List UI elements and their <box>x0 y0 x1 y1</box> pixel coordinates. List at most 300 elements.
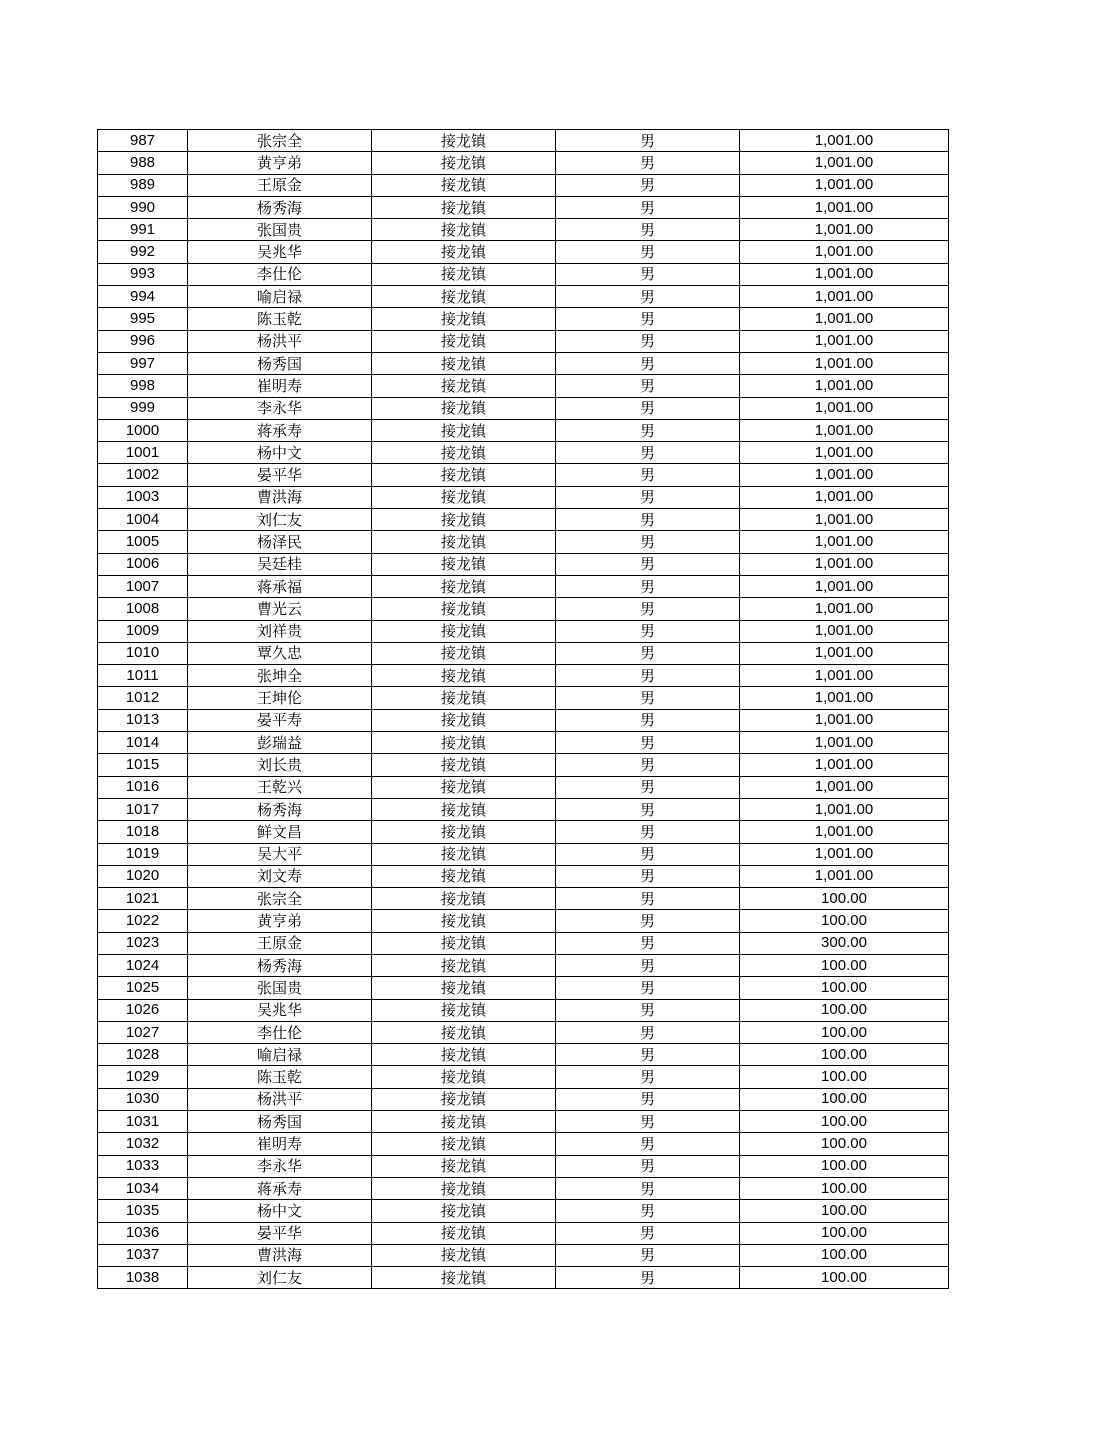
amount-cell: 1,001.00 <box>740 397 949 419</box>
town-cell: 接龙镇 <box>372 1155 556 1177</box>
gender-cell: 男 <box>556 464 740 486</box>
town-cell: 接龙镇 <box>372 821 556 843</box>
table-row <box>98 1267 949 1289</box>
table-row <box>98 286 949 308</box>
town-cell: 接龙镇 <box>372 1267 556 1289</box>
table-row <box>98 732 949 754</box>
name-cell: 黄亨弟 <box>188 910 372 932</box>
town-cell: 接龙镇 <box>372 397 556 419</box>
amount-cell: 1,001.00 <box>740 531 949 553</box>
gender-cell: 男 <box>556 397 740 419</box>
name-cell: 刘长贵 <box>188 754 372 776</box>
name-cell: 晏平华 <box>188 464 372 486</box>
amount-cell: 1,001.00 <box>740 709 949 731</box>
amount-cell: 100.00 <box>740 1222 949 1244</box>
amount-cell: 100.00 <box>740 1133 949 1155</box>
town-cell: 接龙镇 <box>372 241 556 263</box>
town-cell: 接龙镇 <box>372 642 556 664</box>
town-cell: 接龙镇 <box>372 687 556 709</box>
table-row <box>98 330 949 352</box>
amount-cell: 1,001.00 <box>740 286 949 308</box>
name-cell: 张宗全 <box>188 130 372 152</box>
name-cell: 杨秀国 <box>188 352 372 374</box>
town-cell: 接龙镇 <box>372 130 556 152</box>
name-cell: 吴兆华 <box>188 999 372 1021</box>
gender-cell: 男 <box>556 1088 740 1110</box>
town-cell: 接龙镇 <box>372 419 556 441</box>
town-cell: 接龙镇 <box>372 798 556 820</box>
town-cell: 接龙镇 <box>372 486 556 508</box>
town-cell: 接龙镇 <box>372 1244 556 1266</box>
name-cell: 覃久忠 <box>188 642 372 664</box>
amount-cell: 1,001.00 <box>740 754 949 776</box>
town-cell: 接龙镇 <box>372 709 556 731</box>
town-cell: 接龙镇 <box>372 910 556 932</box>
gender-cell: 男 <box>556 531 740 553</box>
town-cell: 接龙镇 <box>372 464 556 486</box>
row-number-cell: 1013 <box>98 709 188 731</box>
town-cell: 接龙镇 <box>372 1066 556 1088</box>
row-number-cell: 1037 <box>98 1244 188 1266</box>
name-cell: 曹光云 <box>188 598 372 620</box>
town-cell: 接龙镇 <box>372 1088 556 1110</box>
town-cell: 接龙镇 <box>372 754 556 776</box>
amount-cell: 1,001.00 <box>740 821 949 843</box>
row-number-cell: 1003 <box>98 486 188 508</box>
row-number-cell: 1026 <box>98 999 188 1021</box>
amount-cell: 100.00 <box>740 977 949 999</box>
amount-cell: 1,001.00 <box>740 174 949 196</box>
town-cell: 接龙镇 <box>372 1177 556 1199</box>
amount-cell: 1,001.00 <box>740 776 949 798</box>
amount-cell: 100.00 <box>740 1088 949 1110</box>
amount-cell: 1,001.00 <box>740 196 949 218</box>
name-cell: 鲜文昌 <box>188 821 372 843</box>
row-number-cell: 1025 <box>98 977 188 999</box>
row-number-cell: 995 <box>98 308 188 330</box>
row-number-cell: 1038 <box>98 1267 188 1289</box>
amount-cell: 1,001.00 <box>740 798 949 820</box>
table-row <box>98 954 949 976</box>
amount-cell: 1,001.00 <box>740 219 949 241</box>
town-cell: 接龙镇 <box>372 1200 556 1222</box>
gender-cell: 男 <box>556 1200 740 1222</box>
table-row <box>98 932 949 954</box>
amount-cell: 100.00 <box>740 910 949 932</box>
row-number-cell: 1006 <box>98 553 188 575</box>
town-cell: 接龙镇 <box>372 776 556 798</box>
town-cell: 接龙镇 <box>372 531 556 553</box>
gender-cell: 男 <box>556 486 740 508</box>
amount-cell: 1,001.00 <box>740 419 949 441</box>
row-number-cell: 1002 <box>98 464 188 486</box>
data-table <box>97 129 949 1289</box>
name-cell: 王乾兴 <box>188 776 372 798</box>
row-number-cell: 993 <box>98 263 188 285</box>
gender-cell: 男 <box>556 1066 740 1088</box>
name-cell: 陈玉乾 <box>188 308 372 330</box>
row-number-cell: 998 <box>98 375 188 397</box>
row-number-cell: 1027 <box>98 1021 188 1043</box>
table-row <box>98 709 949 731</box>
amount-cell: 1,001.00 <box>740 352 949 374</box>
table-row <box>98 419 949 441</box>
gender-cell: 男 <box>556 219 740 241</box>
town-cell: 接龙镇 <box>372 553 556 575</box>
amount-cell: 1,001.00 <box>740 486 949 508</box>
row-number-cell: 1005 <box>98 531 188 553</box>
amount-cell: 1,001.00 <box>740 330 949 352</box>
town-cell: 接龙镇 <box>372 196 556 218</box>
gender-cell: 男 <box>556 330 740 352</box>
table-row <box>98 798 949 820</box>
table-row <box>98 977 949 999</box>
row-number-cell: 1031 <box>98 1111 188 1133</box>
name-cell: 王原金 <box>188 174 372 196</box>
amount-cell: 1,001.00 <box>740 732 949 754</box>
table-row <box>98 375 949 397</box>
table-row <box>98 464 949 486</box>
table-row <box>98 620 949 642</box>
name-cell: 杨中文 <box>188 1200 372 1222</box>
town-cell: 接龙镇 <box>372 732 556 754</box>
amount-cell: 1,001.00 <box>740 575 949 597</box>
amount-cell: 100.00 <box>740 1155 949 1177</box>
row-number-cell: 1029 <box>98 1066 188 1088</box>
town-cell: 接龙镇 <box>372 999 556 1021</box>
row-number-cell: 988 <box>98 152 188 174</box>
gender-cell: 男 <box>556 442 740 464</box>
table-row <box>98 843 949 865</box>
name-cell: 晏平寿 <box>188 709 372 731</box>
gender-cell: 男 <box>556 130 740 152</box>
table-row <box>98 486 949 508</box>
town-cell: 接龙镇 <box>372 888 556 910</box>
row-number-cell: 1035 <box>98 1200 188 1222</box>
gender-cell: 男 <box>556 375 740 397</box>
amount-cell: 1,001.00 <box>740 263 949 285</box>
row-number-cell: 1001 <box>98 442 188 464</box>
name-cell: 刘仁友 <box>188 1267 372 1289</box>
gender-cell: 男 <box>556 1133 740 1155</box>
name-cell: 李永华 <box>188 397 372 419</box>
name-cell: 刘仁友 <box>188 509 372 531</box>
row-number-cell: 1012 <box>98 687 188 709</box>
amount-cell: 100.00 <box>740 1111 949 1133</box>
town-cell: 接龙镇 <box>372 932 556 954</box>
table-row <box>98 442 949 464</box>
table-row <box>98 509 949 531</box>
gender-cell: 男 <box>556 665 740 687</box>
row-number-cell: 994 <box>98 286 188 308</box>
row-number-cell: 1024 <box>98 954 188 976</box>
town-cell: 接龙镇 <box>372 263 556 285</box>
table-row <box>98 397 949 419</box>
town-cell: 接龙镇 <box>372 843 556 865</box>
row-number-cell: 991 <box>98 219 188 241</box>
name-cell: 杨洪平 <box>188 330 372 352</box>
row-number-cell: 1023 <box>98 932 188 954</box>
table-row <box>98 1021 949 1043</box>
town-cell: 接龙镇 <box>372 1021 556 1043</box>
town-cell: 接龙镇 <box>372 954 556 976</box>
gender-cell: 男 <box>556 709 740 731</box>
amount-cell: 1,001.00 <box>740 865 949 887</box>
table-row <box>98 821 949 843</box>
amount-cell: 100.00 <box>740 1177 949 1199</box>
name-cell: 李仕伦 <box>188 1021 372 1043</box>
name-cell: 喻启禄 <box>188 1044 372 1066</box>
name-cell: 杨秀国 <box>188 1111 372 1133</box>
row-number-cell: 1036 <box>98 1222 188 1244</box>
name-cell: 李永华 <box>188 1155 372 1177</box>
table-row <box>98 1066 949 1088</box>
table-row <box>98 1133 949 1155</box>
gender-cell: 男 <box>556 798 740 820</box>
table-row <box>98 531 949 553</box>
table-row <box>98 1244 949 1266</box>
amount-cell: 1,001.00 <box>740 665 949 687</box>
gender-cell: 男 <box>556 196 740 218</box>
name-cell: 崔明寿 <box>188 1133 372 1155</box>
amount-cell: 1,001.00 <box>740 620 949 642</box>
gender-cell: 男 <box>556 1177 740 1199</box>
gender-cell: 男 <box>556 575 740 597</box>
table-row <box>98 1177 949 1199</box>
row-number-cell: 1009 <box>98 620 188 642</box>
town-cell: 接龙镇 <box>372 375 556 397</box>
name-cell: 张国贵 <box>188 977 372 999</box>
table-row <box>98 308 949 330</box>
town-cell: 接龙镇 <box>372 1044 556 1066</box>
table-row <box>98 152 949 174</box>
amount-cell: 1,001.00 <box>740 130 949 152</box>
name-cell: 杨中文 <box>188 442 372 464</box>
town-cell: 接龙镇 <box>372 152 556 174</box>
row-number-cell: 1034 <box>98 1177 188 1199</box>
row-number-cell: 1000 <box>98 419 188 441</box>
name-cell: 吴大平 <box>188 843 372 865</box>
gender-cell: 男 <box>556 910 740 932</box>
table-row <box>98 865 949 887</box>
table-row <box>98 241 949 263</box>
name-cell: 蒋承寿 <box>188 419 372 441</box>
town-cell: 接龙镇 <box>372 219 556 241</box>
gender-cell: 男 <box>556 509 740 531</box>
amount-cell: 1,001.00 <box>740 598 949 620</box>
table-row <box>98 776 949 798</box>
town-cell: 接龙镇 <box>372 1222 556 1244</box>
gender-cell: 男 <box>556 977 740 999</box>
town-cell: 接龙镇 <box>372 308 556 330</box>
gender-cell: 男 <box>556 1267 740 1289</box>
gender-cell: 男 <box>556 732 740 754</box>
table-row <box>98 1200 949 1222</box>
row-number-cell: 1020 <box>98 865 188 887</box>
table-row <box>98 352 949 374</box>
town-cell: 接龙镇 <box>372 442 556 464</box>
town-cell: 接龙镇 <box>372 330 556 352</box>
town-cell: 接龙镇 <box>372 665 556 687</box>
amount-cell: 100.00 <box>740 999 949 1021</box>
row-number-cell: 1028 <box>98 1044 188 1066</box>
name-cell: 吴兆华 <box>188 241 372 263</box>
row-number-cell: 1032 <box>98 1133 188 1155</box>
amount-cell: 1,001.00 <box>740 509 949 531</box>
gender-cell: 男 <box>556 821 740 843</box>
town-cell: 接龙镇 <box>372 977 556 999</box>
name-cell: 曹洪海 <box>188 486 372 508</box>
name-cell: 刘文寿 <box>188 865 372 887</box>
town-cell: 接龙镇 <box>372 286 556 308</box>
amount-cell: 100.00 <box>740 1021 949 1043</box>
row-number-cell: 1004 <box>98 509 188 531</box>
gender-cell: 男 <box>556 954 740 976</box>
gender-cell: 男 <box>556 932 740 954</box>
gender-cell: 男 <box>556 152 740 174</box>
gender-cell: 男 <box>556 776 740 798</box>
row-number-cell: 987 <box>98 130 188 152</box>
table-row <box>98 1155 949 1177</box>
row-number-cell: 1021 <box>98 888 188 910</box>
table-row <box>98 1044 949 1066</box>
row-number-cell: 1015 <box>98 754 188 776</box>
gender-cell: 男 <box>556 1044 740 1066</box>
town-cell: 接龙镇 <box>372 598 556 620</box>
amount-cell: 300.00 <box>740 932 949 954</box>
gender-cell: 男 <box>556 352 740 374</box>
name-cell: 蒋承寿 <box>188 1177 372 1199</box>
name-cell: 刘祥贵 <box>188 620 372 642</box>
name-cell: 陈玉乾 <box>188 1066 372 1088</box>
amount-cell: 100.00 <box>740 1044 949 1066</box>
amount-cell: 100.00 <box>740 888 949 910</box>
gender-cell: 男 <box>556 1111 740 1133</box>
row-number-cell: 1010 <box>98 642 188 664</box>
row-number-cell: 996 <box>98 330 188 352</box>
row-number-cell: 1017 <box>98 798 188 820</box>
amount-cell: 1,001.00 <box>740 687 949 709</box>
table-row <box>98 1111 949 1133</box>
gender-cell: 男 <box>556 1021 740 1043</box>
name-cell: 彭瑞益 <box>188 732 372 754</box>
name-cell: 李仕伦 <box>188 263 372 285</box>
row-number-cell: 999 <box>98 397 188 419</box>
name-cell: 张国贵 <box>188 219 372 241</box>
gender-cell: 男 <box>556 419 740 441</box>
gender-cell: 男 <box>556 1155 740 1177</box>
gender-cell: 男 <box>556 308 740 330</box>
town-cell: 接龙镇 <box>372 509 556 531</box>
row-number-cell: 990 <box>98 196 188 218</box>
town-cell: 接龙镇 <box>372 1111 556 1133</box>
row-number-cell: 989 <box>98 174 188 196</box>
amount-cell: 100.00 <box>740 954 949 976</box>
table-row <box>98 687 949 709</box>
table-row <box>98 130 949 152</box>
name-cell: 喻启禄 <box>188 286 372 308</box>
row-number-cell: 1007 <box>98 575 188 597</box>
table-row <box>98 196 949 218</box>
table-row <box>98 754 949 776</box>
table-row <box>98 1088 949 1110</box>
row-number-cell: 1018 <box>98 821 188 843</box>
gender-cell: 男 <box>556 286 740 308</box>
table-row <box>98 999 949 1021</box>
town-cell: 接龙镇 <box>372 865 556 887</box>
table-body <box>98 130 949 1289</box>
row-number-cell: 1016 <box>98 776 188 798</box>
row-number-cell: 1011 <box>98 665 188 687</box>
gender-cell: 男 <box>556 687 740 709</box>
amount-cell: 1,001.00 <box>740 464 949 486</box>
table-row <box>98 910 949 932</box>
name-cell: 曹洪海 <box>188 1244 372 1266</box>
row-number-cell: 997 <box>98 352 188 374</box>
row-number-cell: 1014 <box>98 732 188 754</box>
town-cell: 接龙镇 <box>372 352 556 374</box>
table-row <box>98 575 949 597</box>
name-cell: 张坤全 <box>188 665 372 687</box>
gender-cell: 男 <box>556 174 740 196</box>
amount-cell: 100.00 <box>740 1066 949 1088</box>
name-cell: 王原金 <box>188 932 372 954</box>
amount-cell: 100.00 <box>740 1200 949 1222</box>
gender-cell: 男 <box>556 642 740 664</box>
table-row <box>98 553 949 575</box>
row-number-cell: 1019 <box>98 843 188 865</box>
amount-cell: 1,001.00 <box>740 152 949 174</box>
gender-cell: 男 <box>556 754 740 776</box>
name-cell: 晏平华 <box>188 1222 372 1244</box>
name-cell: 杨洪平 <box>188 1088 372 1110</box>
gender-cell: 男 <box>556 598 740 620</box>
name-cell: 吴廷桂 <box>188 553 372 575</box>
name-cell: 崔明寿 <box>188 375 372 397</box>
amount-cell: 1,001.00 <box>740 375 949 397</box>
name-cell: 杨秀海 <box>188 196 372 218</box>
gender-cell: 男 <box>556 865 740 887</box>
name-cell: 蒋承福 <box>188 575 372 597</box>
amount-cell: 1,001.00 <box>740 308 949 330</box>
gender-cell: 男 <box>556 1244 740 1266</box>
table-row <box>98 1222 949 1244</box>
gender-cell: 男 <box>556 1222 740 1244</box>
gender-cell: 男 <box>556 263 740 285</box>
gender-cell: 男 <box>556 888 740 910</box>
table-row <box>98 665 949 687</box>
gender-cell: 男 <box>556 553 740 575</box>
gender-cell: 男 <box>556 999 740 1021</box>
table-row <box>98 263 949 285</box>
name-cell: 杨秀海 <box>188 954 372 976</box>
name-cell: 杨秀海 <box>188 798 372 820</box>
table-row <box>98 642 949 664</box>
row-number-cell: 1030 <box>98 1088 188 1110</box>
gender-cell: 男 <box>556 620 740 642</box>
amount-cell: 1,001.00 <box>740 553 949 575</box>
town-cell: 接龙镇 <box>372 575 556 597</box>
amount-cell: 100.00 <box>740 1244 949 1266</box>
row-number-cell: 1008 <box>98 598 188 620</box>
amount-cell: 1,001.00 <box>740 241 949 263</box>
gender-cell: 男 <box>556 241 740 263</box>
name-cell: 张宗全 <box>188 888 372 910</box>
town-cell: 接龙镇 <box>372 174 556 196</box>
gender-cell: 男 <box>556 843 740 865</box>
row-number-cell: 1033 <box>98 1155 188 1177</box>
name-cell: 王坤伦 <box>188 687 372 709</box>
